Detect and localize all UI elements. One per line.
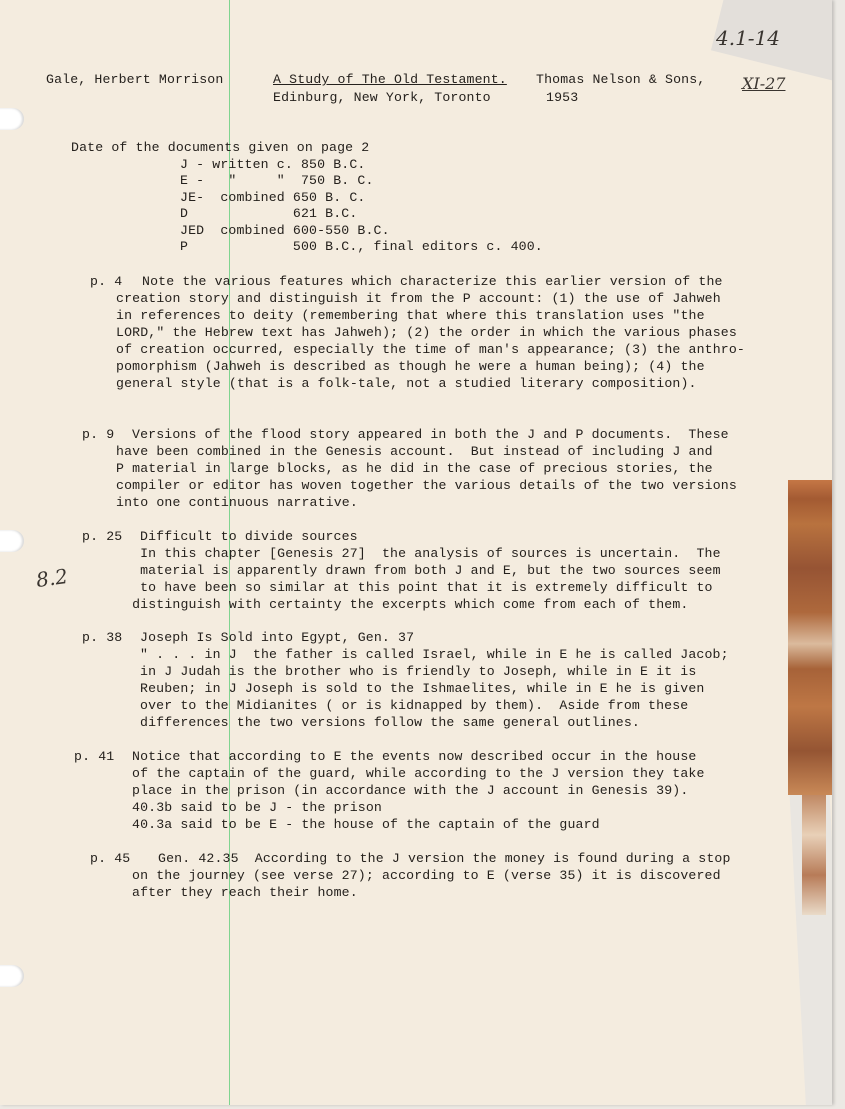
note-line: compiler or editor has woven together the various details of the two versions: [116, 478, 737, 493]
note-line: 40.3a said to be E - the house of the captain of the guard: [132, 817, 600, 832]
note-line: in J Judah is the brother who is friendly to Joseph, while in E it is: [140, 664, 697, 679]
note-line: Reuben; in J Joseph is sold to the Ishmaelites, while in E he is given: [140, 681, 705, 696]
dates-intro: Date of the documents given on page 2: [71, 140, 370, 155]
note-line: Note the various features which characterize this earlier version of the: [142, 274, 723, 289]
note-line: after they reach their home.: [132, 885, 358, 900]
note-line: into one continuous narrative.: [116, 495, 358, 510]
note-line: distinguish with certainty the excerpts which come from each of them.: [124, 597, 689, 612]
date-row: J - written c. 850 B.C.: [180, 157, 366, 172]
note-line: of creation occurred, especially the time of man's appearance; (3) the anthro-: [116, 342, 745, 357]
punch-hole-top: [0, 108, 24, 130]
note-line: general style (that is a folk-tale, not a studied literary composition).: [116, 376, 697, 391]
note-line: material is apparently drawn from both J and E, but the two sources seem: [132, 563, 721, 578]
margin-note: 8.2: [34, 563, 70, 593]
note-line: Gen. 42.35 According to the J version the money is found during a stop: [158, 851, 731, 866]
author: Gale, Herbert Morrison: [46, 72, 224, 87]
tape-stain: [788, 480, 832, 795]
publisher: Thomas Nelson & Sons,: [536, 72, 706, 87]
note-line: In this chapter [Genesis 27] the analysis of sources is uncertain. The: [132, 546, 721, 561]
note-line: to have been so similar at this point that it is extremely difficult to: [132, 580, 713, 595]
note-line: have been combined in the Genesis account. But instead of including J and: [116, 444, 713, 459]
note-line: place in the prison (in accordance with the J account in Genesis 39).: [132, 783, 689, 798]
note-line: creation story and distinguish it from the P account: (1) the use of Jahweh: [116, 291, 721, 306]
date-row: D 621 B.C.: [180, 206, 358, 221]
note-line: P material in large blocks, as he did in the case of precious stories, the: [116, 461, 713, 476]
note-line: on the journey (see verse 27); according to E (verse 35) it is discovered: [132, 868, 721, 883]
note-line: differences the two versions follow the same general outlines.: [140, 715, 640, 730]
tape-stain-lower: [802, 795, 826, 915]
publication-year: 1953: [546, 90, 579, 105]
punch-hole-middle: [0, 530, 24, 552]
date-row: E - " " 750 B. C.: [180, 173, 374, 188]
note-line: Notice that according to E the events now described occur in the house: [132, 749, 697, 764]
catalog-number: XI-27: [742, 74, 786, 93]
note-line: LORD," the Hebrew text has Jahweh); (2) the order in which the various phases: [116, 325, 737, 340]
page-ref-41: p. 41: [74, 749, 115, 764]
date-row: JED combined 600-550 B.C.: [180, 223, 390, 238]
note-line: of the captain of the guard, while according to the J version they take: [132, 766, 705, 781]
note-line: " . . . in J the father is called Israel, while in E he is called Jacob;: [140, 647, 729, 662]
book-title: A Study of The Old Testament.: [273, 72, 507, 87]
page-ref-38: p. 38: [82, 630, 123, 645]
note-heading: Joseph Is Sold into Egypt, Gen. 37: [140, 630, 415, 645]
handwritten-number: 4.1-14: [716, 26, 781, 50]
note-line: pomorphism (Jahweh is described as though he were a human being); (4) the: [116, 359, 705, 374]
page-ref-25: p. 25: [82, 529, 123, 544]
punch-hole-bottom: [0, 965, 24, 987]
date-row: P 500 B.C., final editors c. 400.: [180, 239, 543, 254]
page-ref-9: p. 9: [82, 427, 115, 442]
note-line: in references to deity (remembering that where this translation uses "the: [116, 308, 705, 323]
page-ref-4: p. 4: [90, 274, 123, 289]
note-line: 40.3b said to be J - the prison: [132, 800, 382, 815]
publisher-cities: Edinburg, New York, Toronto: [273, 90, 491, 105]
note-heading: Difficult to divide sources: [140, 529, 358, 544]
note-line: Versions of the flood story appeared in both the J and P documents. These: [132, 427, 729, 442]
date-row: JE- combined 650 B. C.: [180, 190, 366, 205]
note-line: over to the Midianites ( or is kidnapped by them). Aside from these: [140, 698, 689, 713]
page-ref-45: p. 45: [90, 851, 131, 866]
